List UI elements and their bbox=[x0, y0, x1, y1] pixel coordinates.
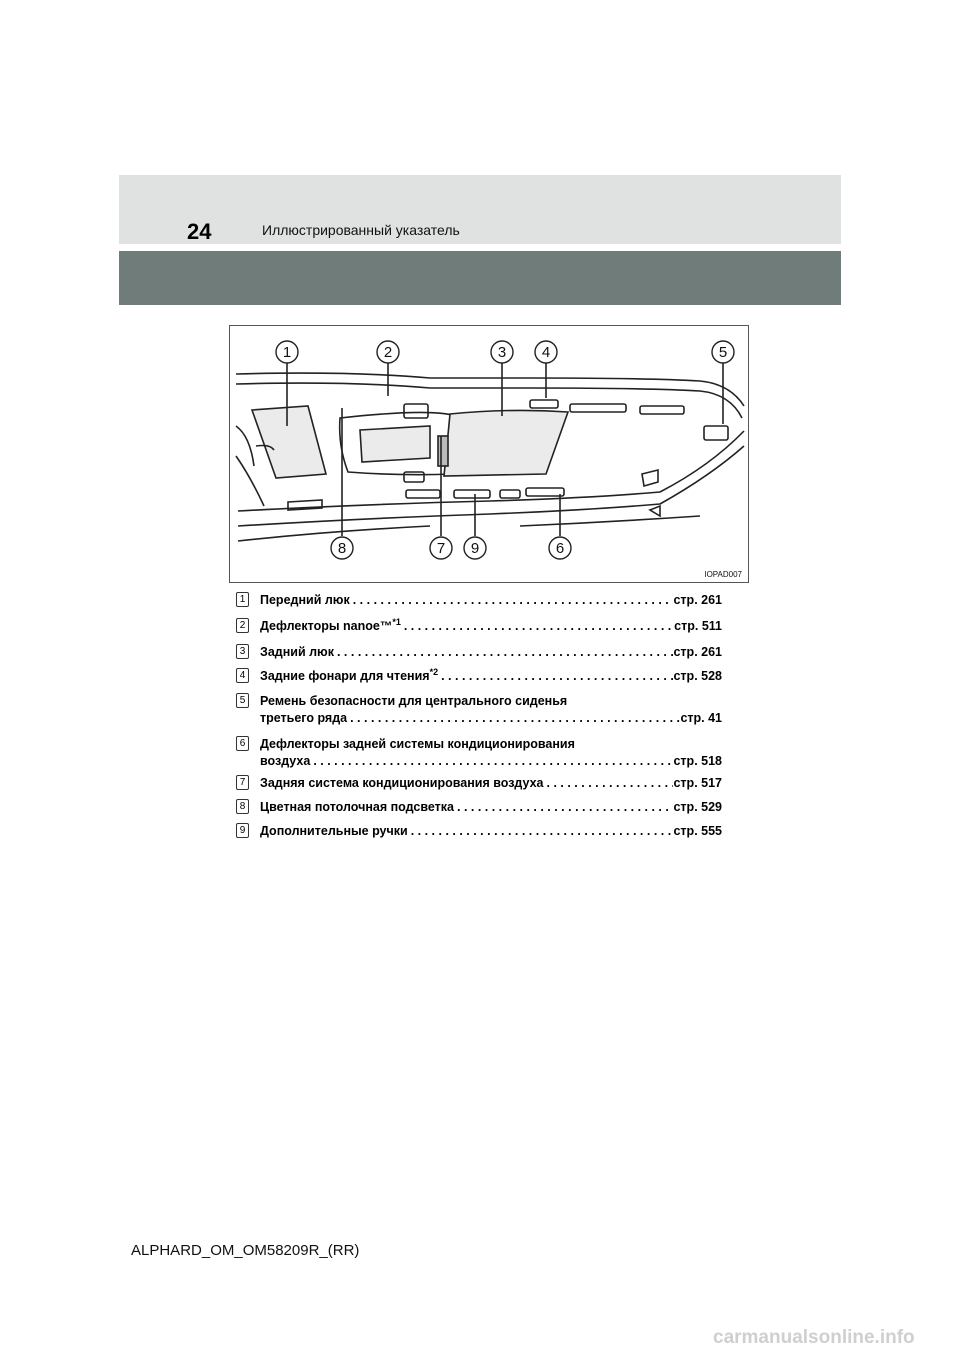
callout-label-2: 2 bbox=[383, 344, 393, 361]
item-label: Задний люк bbox=[260, 645, 334, 659]
leader-dots bbox=[334, 644, 674, 660]
page-reference[interactable]: стр. 261 bbox=[673, 645, 722, 659]
callout-label-4: 4 bbox=[541, 344, 551, 361]
item-line bbox=[260, 775, 722, 791]
item-line bbox=[260, 644, 722, 660]
item-label-cont: третьего ряда bbox=[260, 711, 348, 725]
footnote-mark: *1 bbox=[392, 618, 401, 627]
item-line bbox=[260, 668, 722, 684]
page-reference[interactable]: стр. 518 bbox=[673, 754, 722, 768]
callout-label-3: 3 bbox=[497, 344, 507, 361]
item-number: 3 bbox=[236, 644, 249, 659]
item-number: 4 bbox=[236, 668, 249, 683]
item-number: 9 bbox=[236, 823, 249, 838]
callout-label-8: 8 bbox=[337, 540, 347, 557]
item-label: Передний люк bbox=[260, 593, 350, 607]
leader-dots bbox=[347, 710, 680, 726]
leader-dots bbox=[454, 799, 673, 815]
item-line bbox=[260, 799, 722, 815]
page-reference[interactable]: стр. 529 bbox=[673, 800, 722, 814]
item-line bbox=[260, 823, 722, 839]
page-reference[interactable]: стр. 517 bbox=[673, 776, 722, 790]
page-reference[interactable]: стр. 261 bbox=[673, 593, 722, 607]
item-label: Дефлекторы задней системы кондиционирования bbox=[260, 737, 575, 751]
callout-label-9: 9 bbox=[470, 540, 480, 557]
item-label: Задние фонари для чтения$^{*2}$ bbox=[260, 668, 439, 683]
callout-label-5: 5 bbox=[718, 344, 728, 361]
item-line bbox=[260, 693, 722, 709]
leader-dots bbox=[310, 753, 673, 769]
callout-label-6: 6 bbox=[555, 540, 565, 557]
footnote-mark: *2 bbox=[429, 668, 439, 677]
item-label: Ремень безопасности для центрального сиденья bbox=[260, 694, 568, 708]
page-reference[interactable]: стр. 41 bbox=[680, 711, 722, 725]
leader-dots bbox=[350, 592, 674, 608]
document-code: ALPHARD_OM_OM58209R_(RR) bbox=[131, 1242, 360, 1259]
item-number: 8 bbox=[236, 799, 249, 814]
section-title: Иллюстрированный указатель bbox=[262, 222, 460, 238]
item-line bbox=[260, 753, 722, 769]
figure-code: IOPAD007 bbox=[704, 570, 742, 579]
page-reference[interactable]: стр. 555 bbox=[673, 824, 722, 838]
leader-dots bbox=[408, 823, 674, 839]
item-label: Задняя система кондиционирования воздуха bbox=[260, 776, 544, 790]
item-line bbox=[260, 710, 722, 726]
callout-label-1: 1 bbox=[282, 344, 292, 361]
item-label: Дефлекторы nanoe™$^{*1}$ bbox=[260, 618, 401, 633]
section-band bbox=[119, 251, 841, 305]
ceiling-drawing bbox=[230, 326, 750, 584]
header-band bbox=[119, 175, 841, 244]
leader-dots bbox=[544, 775, 674, 791]
ceiling-illustration bbox=[229, 325, 749, 583]
leader-dots bbox=[401, 618, 674, 634]
item-number: 7 bbox=[236, 775, 249, 790]
page-reference[interactable]: стр. 528 bbox=[673, 669, 722, 683]
item-number: 1 bbox=[236, 592, 249, 607]
item-label: Дополнительные ручки bbox=[260, 824, 408, 838]
callout-label-7: 7 bbox=[436, 540, 446, 557]
item-line bbox=[260, 592, 722, 608]
page-number: 24 bbox=[187, 219, 212, 244]
item-line bbox=[260, 736, 722, 752]
item-label-cont: воздуха bbox=[260, 754, 311, 768]
item-number: 6 bbox=[236, 736, 249, 751]
item-label: Цветная потолочная подсветка bbox=[260, 800, 454, 814]
item-number: 5 bbox=[236, 693, 249, 708]
leader-dots bbox=[438, 668, 673, 684]
item-number: 2 bbox=[236, 618, 249, 633]
watermark: carmanualsonline.info bbox=[713, 1327, 915, 1348]
item-line bbox=[260, 618, 722, 634]
page-reference[interactable]: стр. 511 bbox=[674, 619, 722, 633]
